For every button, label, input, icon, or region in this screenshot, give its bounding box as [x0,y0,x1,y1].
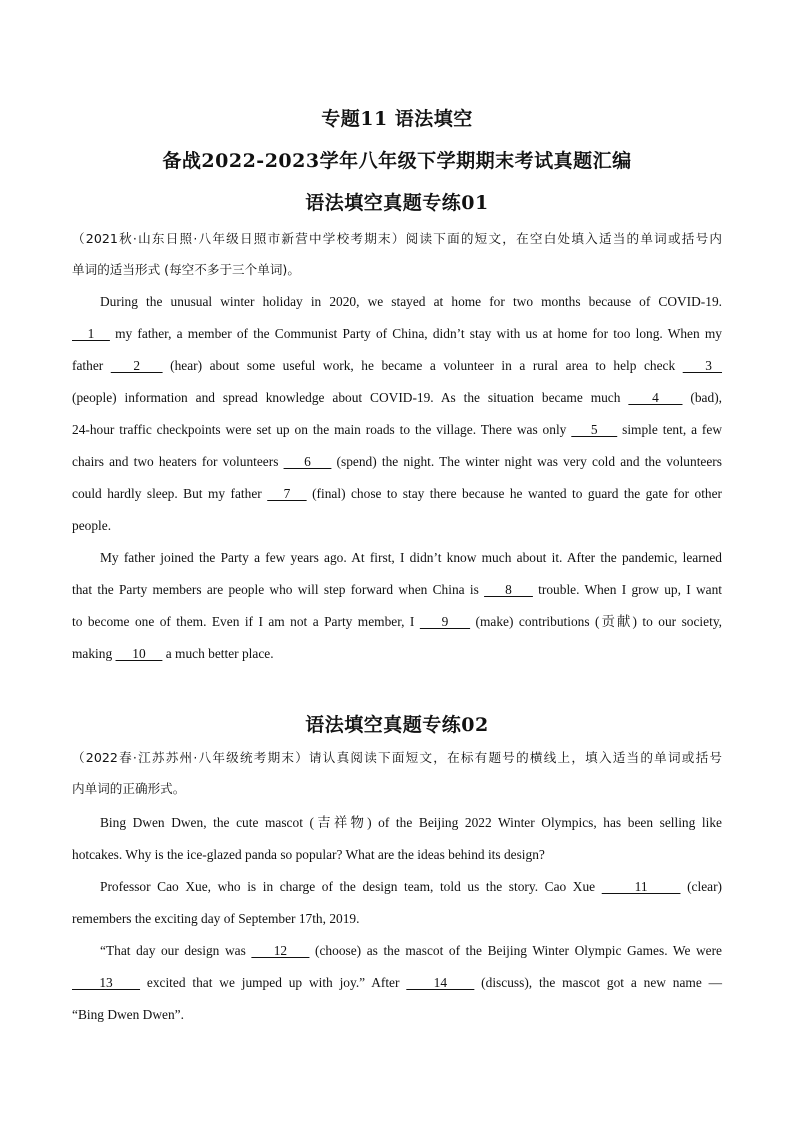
section1-instruction-line2: 单词的适当形式 (每空不多于三个单词)。 [72,262,300,277]
blank-8[interactable]: 8 [484,582,533,597]
blank-4[interactable]: 4 [628,390,683,405]
blank-5[interactable]: 5 [571,422,618,437]
blank-12[interactable]: 12 [251,943,310,958]
passage2-line: “Bing Dwen Dwen”. [72,1007,184,1022]
passage1-line: could hardly sleep. But my father 7 (final) chose to stay there because he wanted to guard the gate for other [72,486,723,501]
passage1-line: to become one of them. Even if I am not a Party member, I 9 (make) contributions (贡献) to our society, [72,614,722,629]
blank-2[interactable]: 2 [110,358,163,373]
section2-title: 语法填空真题专练02 [305,714,489,736]
blank-7[interactable]: 7 [267,486,307,501]
blank-9[interactable]: 9 [419,614,471,629]
blank-1[interactable]: 1 [72,326,110,341]
passage1-line: people. [72,518,112,533]
main-title: 专题11 语法填空 [321,108,473,130]
passage2-line: Bing Dwen Dwen, the cute mascot (吉祥物) of the Beijing 2022 Winter Olympics, has been selling like [100,815,722,830]
sub-title: 备战2022-2023学年八年级下学期期末考试真题汇编 [162,150,632,172]
passage1-line: During the unusual winter holiday in 2020, we stayed at home for two months because of COVID-19. [100,294,722,309]
section2-instruction-line2: 内单词的正确形式。 [72,781,186,796]
blank-11[interactable]: 11 [601,879,681,894]
blank-6[interactable]: 6 [283,454,332,469]
passage2-line: Professor Cao Xue, who is in charge of the design team, told us the story. Cao Xue 11 (clear) [100,879,722,894]
passage1-line: father 2 (hear) about some useful work, he became a volunteer in a rural area to help check 3 [72,358,723,373]
blank-13[interactable]: 13 [72,975,141,990]
passage1-line: 24-hour traffic checkpoints were set up on the main roads to the village. There was only 5 simple tent, a few [72,422,722,437]
blank-3[interactable]: 3 [682,358,723,373]
passage1-line: making 10 a much better place. [72,646,274,661]
section1-instruction-line1: （2021秋·山东日照·八年级日照市新营中学校考期末）阅读下面的短文，在空白处填入适当的单词或括号内 [72,231,722,246]
blank-14[interactable]: 14 [406,975,475,990]
passage1-line: chairs and two heaters for volunteers 6 (spend) the night. The winter night was very cold and the volunteers [72,454,722,469]
passage2-line: remembers the exciting day of September 17th, 2019. [72,911,360,926]
passage2-line: hotcakes. Why is the ice-glazed panda so popular? What are the ideas behind its design? [72,847,545,862]
passage1-line: that the Party members are people who will step forward when China is 8 trouble. When I grow up, I want [72,582,722,597]
section2-instruction-line1: （2022春·江苏苏州·八年级统考期末）请认真阅读下面短文，在标有题号的横线上，填入适当的单词或括号 [72,750,722,765]
passage2-line: “That day our design was 12 (choose) as the mascot of the Beijing Winter Olympic Games. We were [100,943,722,958]
passage1-line: 1 my father, a member of the Communist Party of China, didn’t stay with us at home for too long. When my [72,326,722,341]
passage1-line: (people) information and spread knowledge about COVID-19. As the situation became much 4 (bad), [72,390,723,405]
section1-title: 语法填空真题专练01 [305,192,489,214]
passage2-line: 13 excited that we jumped up with joy.” After 14 (discuss), the mascot got a new name — [72,975,722,990]
blank-10[interactable]: 10 [115,646,163,661]
passage1-line: My father joined the Party a few years ago. At first, I didn’t know much about it. After the pandemic, learned [100,550,722,565]
